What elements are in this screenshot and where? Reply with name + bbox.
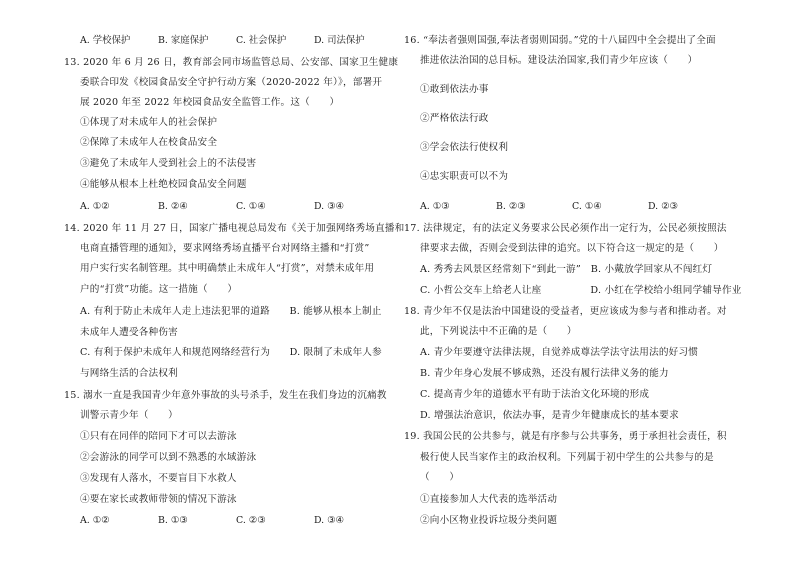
q16-option-c[interactable]: C. ①④: [572, 201, 602, 212]
q19-item-1: ①直接参加人大代表的选举活动: [420, 494, 558, 505]
q14-stem-line-3: 用户实行实名制管理。其中明确禁止未成年人“打赏”，对禁未成年用: [80, 263, 375, 274]
q15-option-d[interactable]: D. ③④: [314, 515, 344, 526]
q12-option-a[interactable]: A. 学校保护: [80, 35, 131, 46]
q15-option-c[interactable]: C. ②③: [236, 515, 266, 526]
q13-item-2: ②保障了未成年人在校食品安全: [80, 137, 218, 148]
q14-options-ab[interactable]: A. 有利于防止未成年人走上违法犯罪的道路 B. 能够从根本上制止: [80, 306, 382, 317]
q16-item-2: ②严格依法行政: [420, 113, 489, 124]
q16-option-a[interactable]: A. ①③: [420, 201, 450, 212]
q18-stem-line-2: 此，下列说法中不正确的是（ ）: [420, 326, 577, 337]
q15-item-4: ④要在家长或教师带领的情况下游泳: [80, 494, 237, 505]
q15-item-1: ①只有在同伴的陪同下才可以去游泳: [80, 431, 237, 442]
q13-stem-line-3: 展 2020 年至 2022 年校园食品安全监管工作。这（ ）: [80, 97, 340, 108]
q16-stem-line-2: 推进依法治国的总目标。建设法治国家,我们青少年应该（ ）: [420, 55, 698, 66]
q19-stem-line-2: 极行使人民当家作主的政治权利。下列属于初中学生的公共参与的是: [420, 452, 714, 463]
q18-option-a[interactable]: A. 青少年要遵守法律法规，自觉养成尊法学法守法用法的好习惯: [420, 347, 699, 358]
q17-options-ab[interactable]: A. 秀秀去风景区经常刻下“到此一游” B. 小戴放学回家从不闯红灯: [420, 264, 713, 275]
q15-option-b[interactable]: B. ①③: [158, 515, 188, 526]
q15-stem-line-2: 训警示青少年（ ）: [80, 410, 178, 421]
q13-item-1: ①体现了对未成年人的社会保护: [80, 117, 218, 128]
q13-option-a[interactable]: A. ①②: [80, 201, 110, 212]
q18-option-d[interactable]: D. 增强法治意识，依法办事，是青少年健康成长的基本要求: [420, 410, 679, 421]
q18-option-b[interactable]: B. 青少年身心发展不够成熟，还没有履行法律义务的能力: [420, 368, 669, 379]
q14-stem-line-1: 14. 2020 年 11 月 27 日，国家广播电视总局发布《关于加强网络秀场直播和: [64, 223, 405, 234]
q12-option-c[interactable]: C. 社会保护: [236, 35, 287, 46]
q14-options-cd[interactable]: C. 有利于保护未成年人和规范网络经营行为 D. 限制了未成年人参: [80, 347, 382, 358]
q16-stem-line-1: 16. “奉法者强则国强,奉法者弱则国弱。”党的十八届四中全会提出了全面: [404, 35, 716, 46]
q12-option-d[interactable]: D. 司法保护: [314, 35, 365, 46]
q13-option-c[interactable]: C. ①④: [236, 201, 266, 212]
q16-item-3: ③学会依法行使权利: [420, 142, 509, 153]
q14-stem-line-2: 电商直播管理的通知》，要求网络秀场直播平台对网络主播和“打赏”: [80, 243, 370, 254]
q16-item-4: ④忠实职责可以不为: [420, 171, 509, 182]
q18-stem-line-1: 18. 青少年不仅是法治中国建设的受益者，更应该成为参与者和推动者。对: [404, 306, 727, 317]
q12-option-b[interactable]: B. 家庭保护: [158, 35, 209, 46]
q13-option-b[interactable]: B. ②④: [158, 201, 188, 212]
q16-item-1: ①敢到依法办事: [420, 84, 489, 95]
q17-stem-line-1: 17. 法律规定，有的法定义务要求公民必须作出一定行为，公民必须按照法: [404, 223, 727, 234]
q18-option-c[interactable]: C. 提高青少年的道德水平有助于法治文化环境的形成: [420, 389, 650, 400]
q14-option-d-cont: 与网络生活的合法权利: [80, 368, 178, 379]
q14-option-b-cont: 未成年人遭受各种伤害: [80, 327, 178, 338]
q13-option-d[interactable]: D. ③④: [314, 201, 344, 212]
q19-stem-line-3: （ ）: [420, 472, 460, 483]
q13-item-3: ③避免了未成年人受到社会上的不法侵害: [80, 158, 257, 169]
q17-options-cd[interactable]: C. 小哲公交车上给老人让座 D. 小红在学校给小组同学辅导作业: [420, 285, 742, 296]
q19-item-2: ②向小区物业投诉垃圾分类问题: [420, 515, 558, 526]
q15-item-3: ③发现有人落水，不要盲目下水救人: [80, 473, 237, 484]
q13-stem-line-1: 13. 2020 年 6 月 26 日，教育部会同市场监管总局、公安部、国家卫生健康: [64, 57, 399, 68]
q16-option-d[interactable]: D. ②③: [648, 201, 678, 212]
q13-item-4: ④能够从根本上杜绝校园食品安全问题: [80, 179, 247, 190]
q14-stem-line-4: 户的“打赏”功能。这一措施（ ）: [80, 284, 238, 295]
q13-stem-line-2: 委联合印发《校园食品安全守护行动方案（2020-2022 年）》，部署开: [80, 77, 383, 88]
q19-stem-line-1: 19. 我国公民的公共参与，就是有序参与公共事务，勇于承担社会责任，积: [404, 431, 727, 442]
q15-option-a[interactable]: A. ①②: [80, 515, 110, 526]
q16-option-b[interactable]: B. ②③: [496, 201, 526, 212]
q17-stem-line-2: 律要求去做，否则会受到法律的追究。以下符合这一规定的是（ ）: [420, 243, 724, 254]
q15-stem-line-1: 15. 溺水一直是我国青少年意外事故的头号杀手，发生在我们身边的沉痛教: [64, 390, 387, 401]
q15-item-2: ②会游泳的同学可以到不熟悉的水域游泳: [80, 452, 257, 463]
